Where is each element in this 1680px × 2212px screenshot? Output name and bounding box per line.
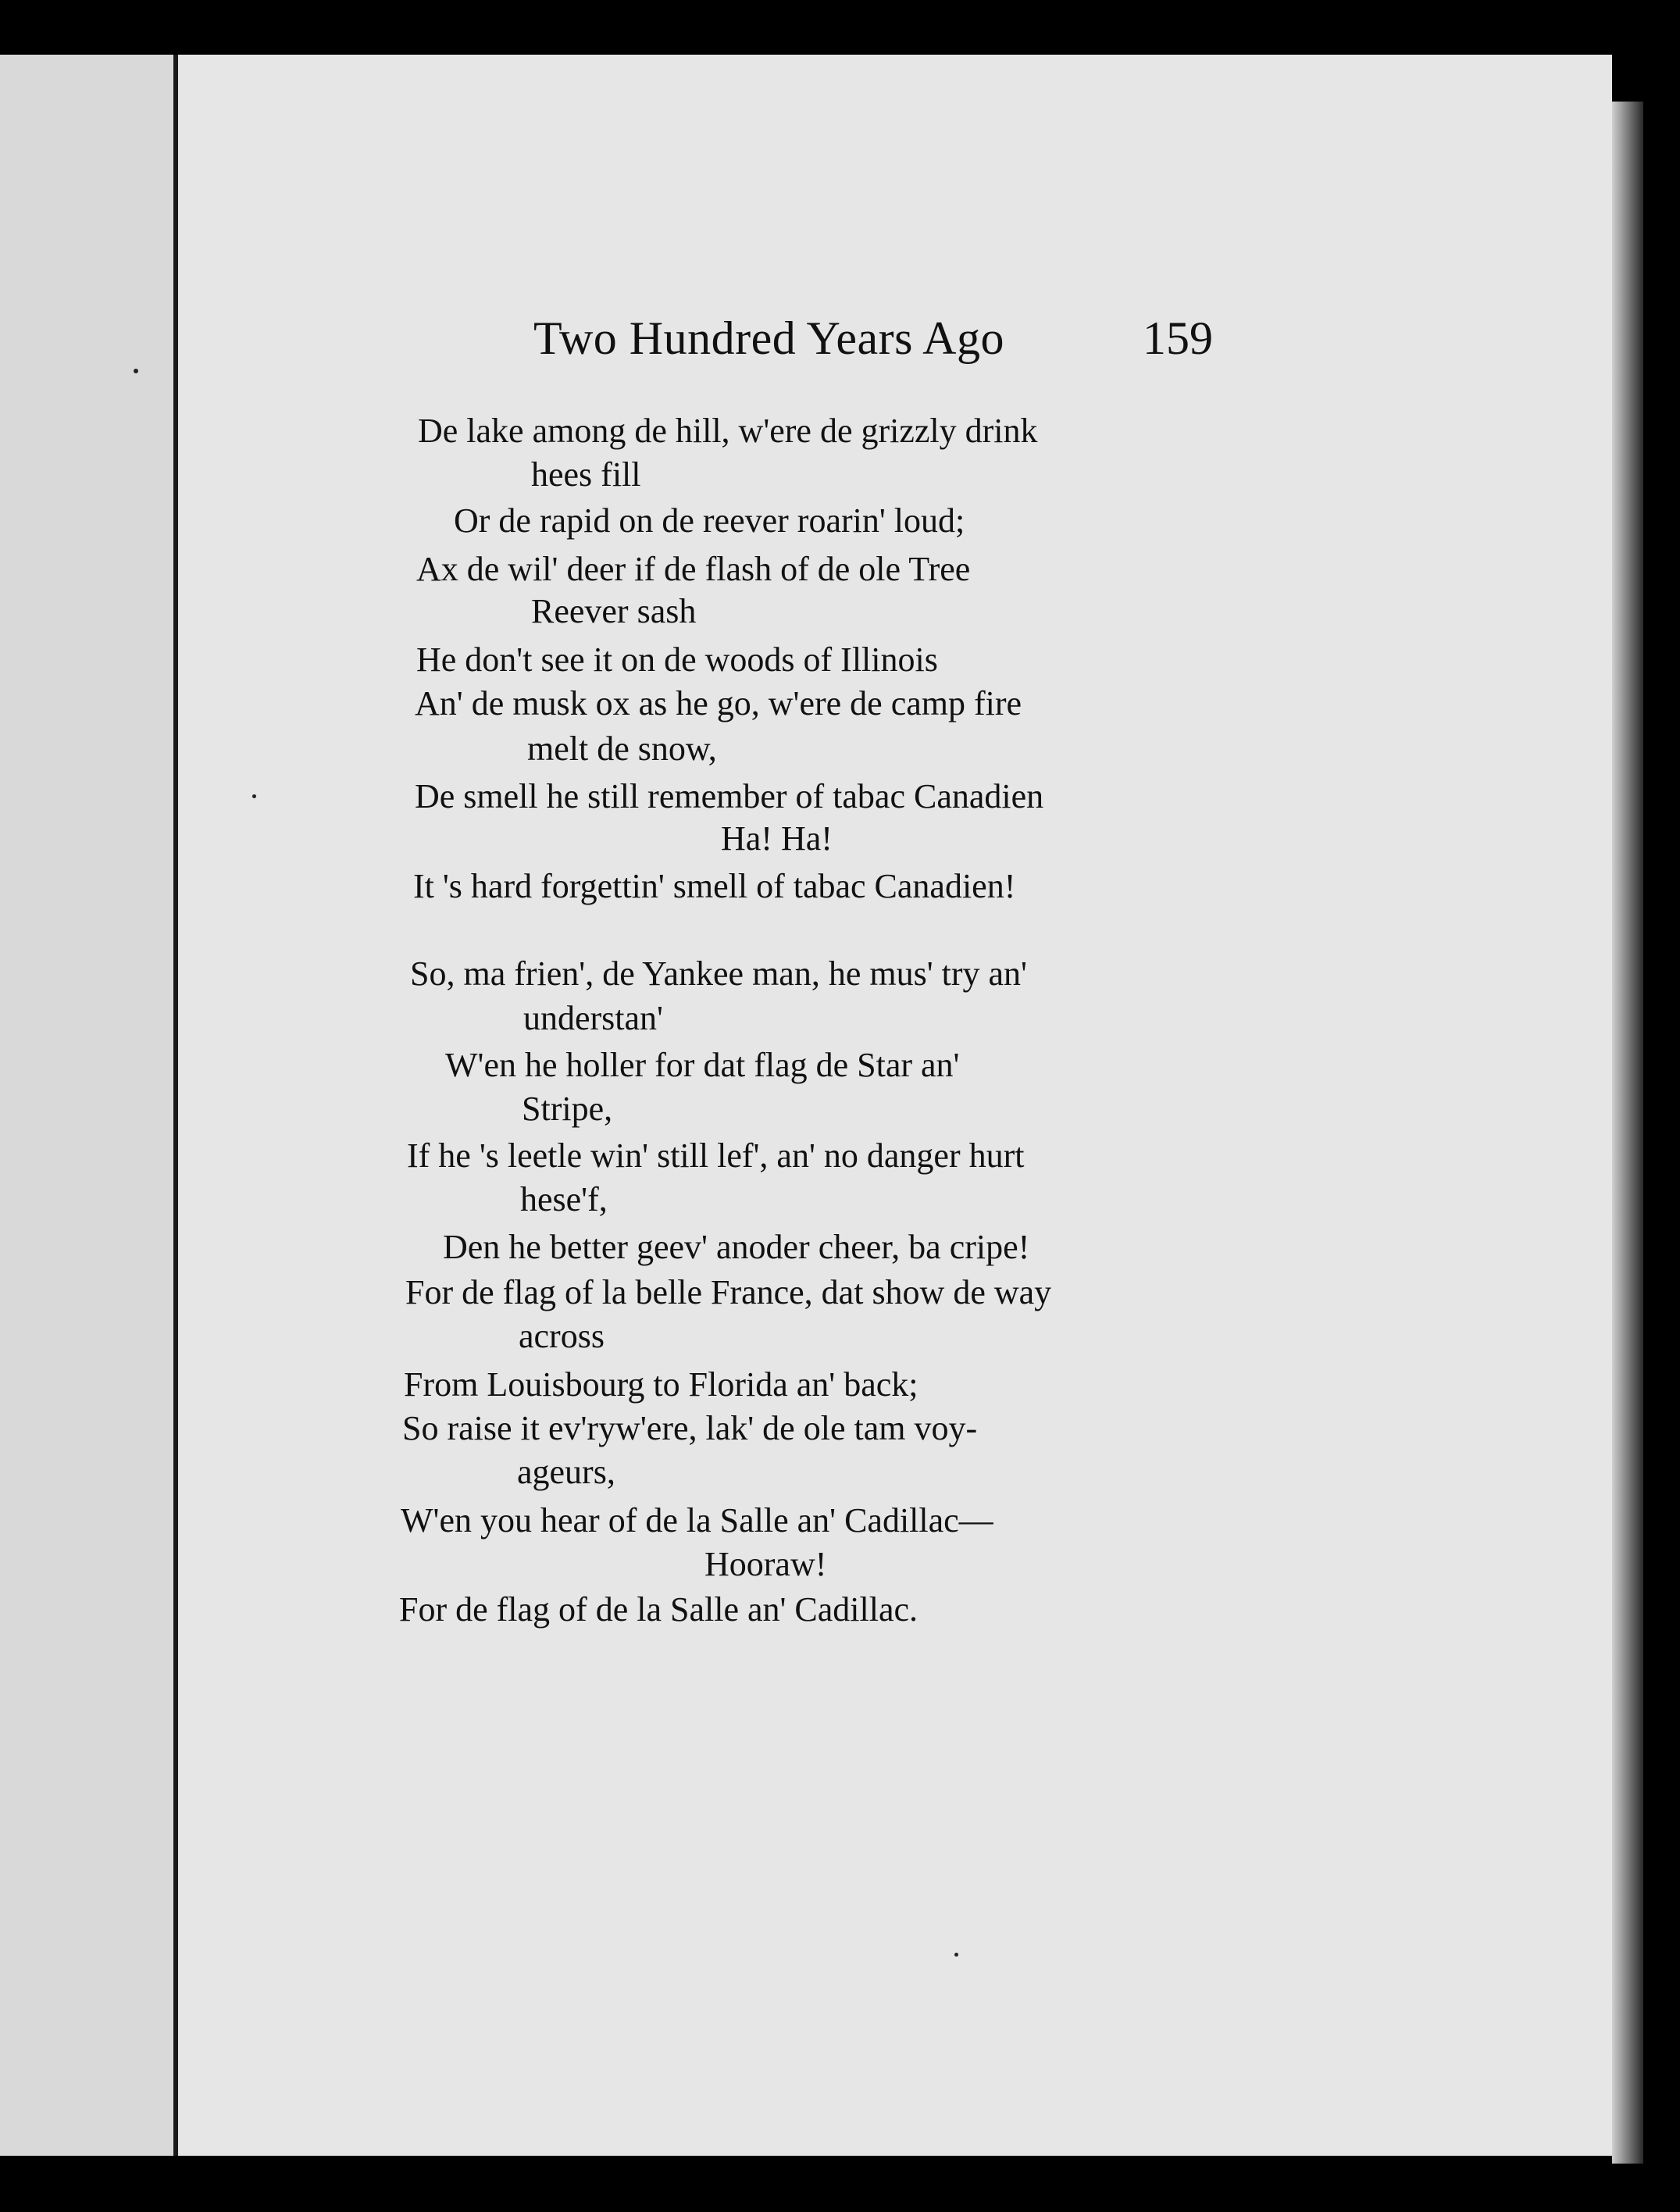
- verse-line: From Louisbourg to Florida an' back;: [404, 1365, 918, 1404]
- verse-line: Stripe,: [522, 1090, 613, 1128]
- verse-line: Reever sash: [531, 592, 697, 630]
- running-title: Two Hundred Years Ago: [533, 312, 1004, 364]
- verse-line: W'en he holler for dat flag de Star an': [445, 1046, 960, 1084]
- running-head: [533, 311, 1221, 366]
- book-page: [178, 55, 1612, 2156]
- verse-line: Hooraw!: [704, 1545, 827, 1583]
- page-edge-shadow: [1612, 102, 1643, 2164]
- verse-line: De smell he still remember of tabac Canadien: [415, 777, 1044, 815]
- verse-line: Or de rapid on de reever roarin' loud;: [454, 501, 965, 540]
- verse-line: So, ma frien', de Yankee man, he mus' try an': [410, 954, 1027, 993]
- verse-line: understan': [523, 999, 663, 1037]
- speck-mark: [252, 794, 256, 798]
- verse-line: For de flag of la belle France, dat show de way: [405, 1273, 1052, 1311]
- verse-line: Ax de wil' deer if de flash of de ole Tree: [416, 550, 971, 588]
- verse-line: De lake among de hill, w'ere de grizzly drink: [418, 412, 1038, 450]
- verse-line: melt de snow,: [527, 730, 717, 768]
- verse-line: Den he better geev' anoder cheer, ba cripe!: [443, 1228, 1030, 1266]
- verse-line: It 's hard forgettin' smell of tabac Canadien!: [413, 867, 1016, 905]
- verse-line: hese'f,: [520, 1180, 608, 1218]
- verse-line: An' de musk ox as he go, w'ere de camp fire: [415, 684, 1022, 722]
- verse-line: For de flag of de la Salle an' Cadillac.: [399, 1590, 918, 1629]
- verse-line: Ha! Ha!: [721, 819, 833, 858]
- page-number: 159: [1143, 312, 1213, 364]
- verse-line: hees fill: [531, 455, 641, 494]
- verse-line: W'en you hear of de la Salle an' Cadillac—: [401, 1501, 993, 1539]
- verse-line: If he 's leetle win' still lef', an' no danger hurt: [407, 1136, 1025, 1175]
- verse-line: across: [519, 1317, 605, 1355]
- verse-line: ageurs,: [517, 1453, 615, 1491]
- facing-page-edge: [0, 55, 173, 2156]
- verse-line: So raise it ev'ryw'ere, lak' de ole tam voy-: [402, 1409, 978, 1447]
- verse-line: He don't see it on de woods of Illinois: [416, 640, 938, 679]
- speck-mark: [134, 369, 138, 373]
- speck-mark: [954, 1953, 958, 1957]
